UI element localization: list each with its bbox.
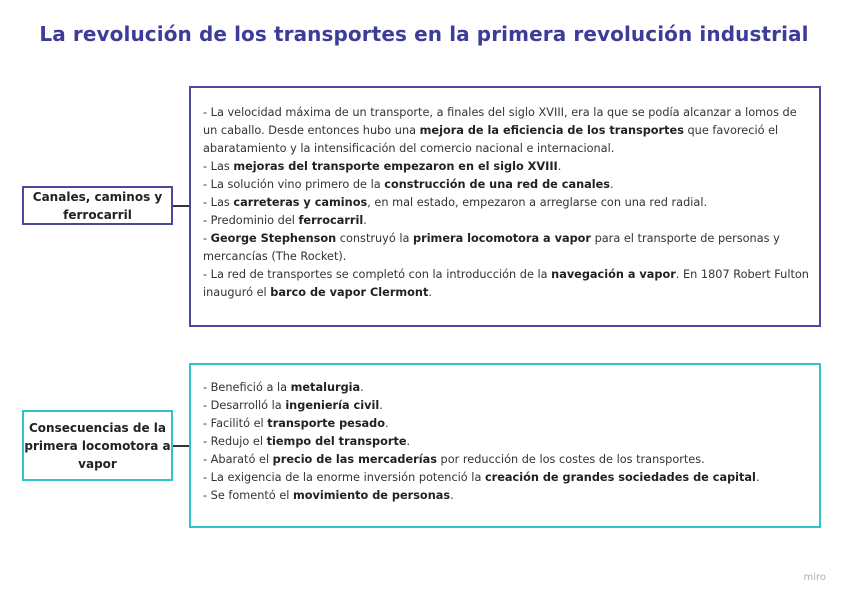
node-consecuencias-locomotora[interactable] xyxy=(22,410,173,481)
bold-segment: mejora de la eficiencia de los transportes xyxy=(419,124,684,137)
text-segment: - Se fomentó el xyxy=(203,489,293,502)
text-segment: . xyxy=(360,381,364,394)
text-segment: - La exigencia de la enorme inversión potenció la xyxy=(203,471,485,484)
bold-segment: tiempo del transporte xyxy=(266,435,407,448)
text-segment: - La solución vino primero de la xyxy=(203,178,385,191)
bullet-line xyxy=(203,176,811,194)
text-segment: . xyxy=(406,435,411,448)
bullet-line xyxy=(203,415,811,433)
bullet-line xyxy=(203,451,811,469)
node-label: Consecuencias de la primera locomotora a vapor xyxy=(24,420,171,471)
text-segment: . xyxy=(363,214,367,227)
bold-segment: ingeniería civil xyxy=(285,399,380,412)
text-segment: . xyxy=(450,489,454,502)
text-segment: , en mal estado, empezaron a arreglarse con una red radial. xyxy=(367,196,708,209)
bullet-line xyxy=(203,487,811,505)
text-segment: . En 1807 Robert Fulton inauguró el xyxy=(203,268,809,299)
detail-box-consecuencias[interactable] xyxy=(189,363,821,528)
diagram-title: La revolución de los transportes en la primera revolución industrial xyxy=(39,22,809,46)
bullet-line xyxy=(203,469,811,487)
bullet-line xyxy=(203,379,811,397)
text-segment: . xyxy=(379,399,383,412)
node-label: Canales, caminos y ferrocarril xyxy=(32,189,163,222)
bullet-line xyxy=(203,212,811,230)
bold-segment: George Stephenson xyxy=(210,232,337,245)
bullet-line xyxy=(203,230,811,266)
text-segment: . xyxy=(428,286,432,299)
text-segment: - Redujo el xyxy=(203,435,267,448)
bold-segment: carreteras y caminos xyxy=(233,196,368,209)
text-segment: - Benefició a la xyxy=(203,381,291,394)
bold-segment: movimiento de personas xyxy=(293,489,451,502)
bullet-line xyxy=(203,433,811,451)
bold-segment: primera locomotora a vapor xyxy=(413,232,591,245)
node-canales-caminos-ferrocarril[interactable] xyxy=(22,186,173,225)
text-segment: - La velocidad máxima de un transporte, a finales del siglo XVIII, era la que se podía alcanzar a lomos de un caballo. Desde entonces hubo una xyxy=(203,106,797,137)
text-segment: - Las xyxy=(203,196,234,209)
text-segment: . xyxy=(610,178,614,191)
connector-line xyxy=(173,205,189,207)
bullet-line xyxy=(203,266,811,302)
text-segment: - La red de transportes se completó con la introducción de la xyxy=(203,268,552,281)
bold-segment: navegación a vapor xyxy=(551,268,676,281)
text-segment: - Desarrolló la xyxy=(203,399,286,412)
bullet-line xyxy=(203,194,811,212)
text-segment: que favoreció el abaratamiento y la intensificación del comercio nacional e internacional. xyxy=(203,124,779,155)
bold-segment: precio de las mercaderías xyxy=(272,453,437,466)
text-segment: por reducción de los costes de los transportes. xyxy=(436,453,705,466)
bold-segment: ferrocarril xyxy=(298,214,364,227)
text-segment: - Facilitó el xyxy=(203,417,268,430)
text-segment: para el transporte de personas y mercancías (The Rocket). xyxy=(203,232,780,263)
text-segment: - Abarató el xyxy=(203,453,273,466)
text-segment: . xyxy=(557,160,562,173)
bold-segment: transporte pesado xyxy=(267,417,386,430)
bold-segment: barco de vapor Clermont xyxy=(270,286,429,299)
text-segment: - Las xyxy=(203,160,234,173)
bullet-line xyxy=(203,104,811,158)
bold-segment: metalurgia xyxy=(290,381,361,394)
bullet-line xyxy=(203,397,811,415)
detail-box-canales[interactable] xyxy=(189,86,821,327)
text-segment: . xyxy=(385,417,389,430)
text-segment: - xyxy=(203,232,211,245)
bold-segment: mejoras del transporte empezaron en el siglo XVIII xyxy=(233,160,558,173)
miro-watermark: miro xyxy=(803,572,826,583)
bullet-line xyxy=(203,158,811,176)
bold-segment: creación de grandes sociedades de capital xyxy=(484,471,756,484)
text-segment: construyó la xyxy=(336,232,414,245)
connector-line xyxy=(173,445,189,447)
text-segment: . xyxy=(755,471,760,484)
text-segment: - Predominio del xyxy=(203,214,299,227)
bold-segment: construcción de una red de canales xyxy=(384,178,610,191)
